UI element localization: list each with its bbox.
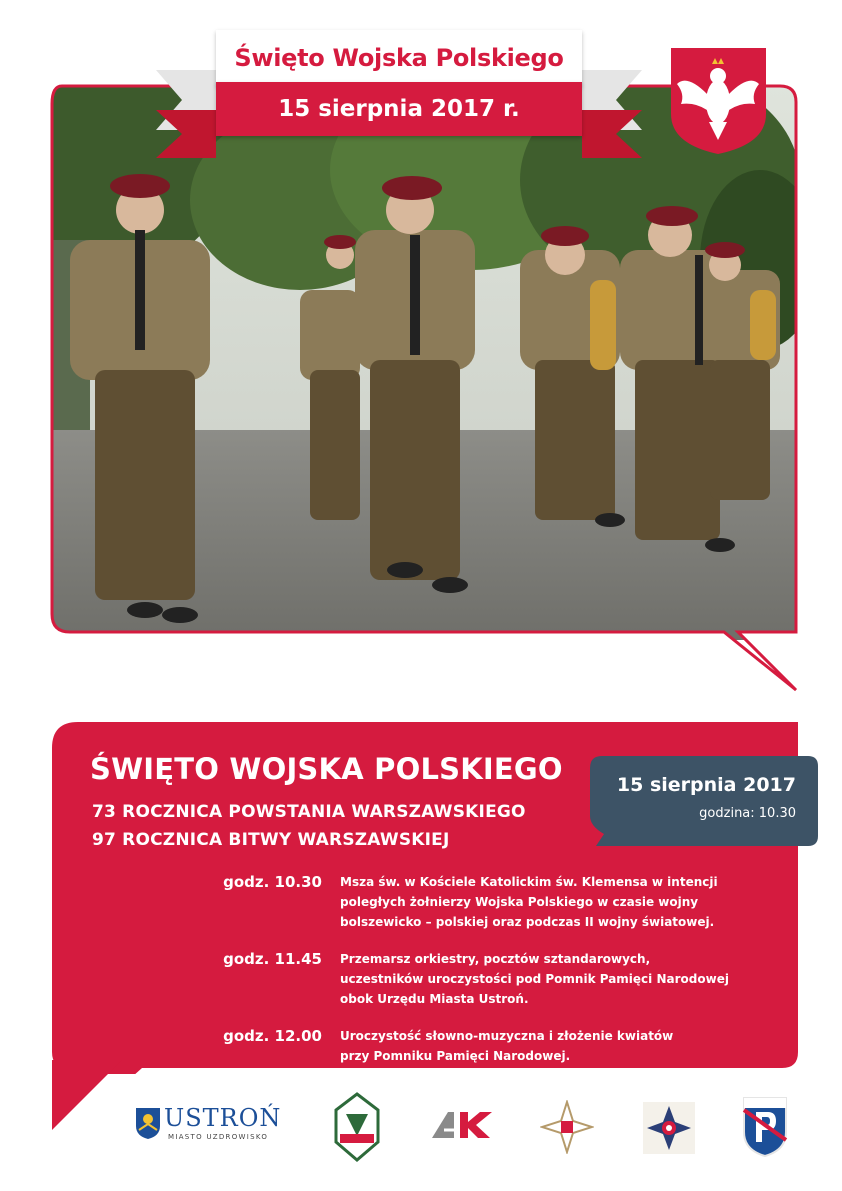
schedule-line: poległych żołnierzy Wojska Polskiego w czasie wojny	[340, 895, 699, 909]
cross-emblem-icon	[540, 1100, 594, 1154]
schedule-time: godz. 12.00	[223, 1027, 322, 1045]
schedule-line: przy Pomniku Pamięci Narodowej.	[340, 1049, 571, 1063]
schedule-description	[340, 949, 742, 1009]
schedule-list	[222, 872, 742, 1083]
ustron-crest-icon	[134, 1106, 162, 1140]
schedule-line: uczestników uroczystości pod Pomnik Pamięci Narodowej	[340, 972, 729, 986]
ustron-name: USTROŃ	[164, 1104, 282, 1132]
schedule-line: bolszewicko – polskiej oraz podczas II wojny światowej.	[340, 915, 715, 929]
ribbon-date-band	[216, 82, 582, 136]
przewrot-shield-logo	[742, 1096, 788, 1158]
program-subheading-1: 73 ROCZNICA POWSTANIA WARSZAWSKIEGO	[92, 802, 526, 822]
schedule-time: godz. 10.30	[223, 873, 322, 891]
schedule-item	[222, 872, 742, 932]
badge-hour: godzina: 10.30	[699, 806, 796, 821]
schedule-line: obok Urzędu Miasta Ustroń.	[340, 992, 529, 1006]
event-date: 15 sierpnia 2017 r.	[278, 96, 520, 122]
ak-logo	[430, 1110, 494, 1140]
date-badge	[590, 756, 820, 846]
schedule-time: godz. 11.45	[223, 950, 322, 968]
page-title: Święto Wojska Polskiego	[234, 44, 564, 72]
polish-eagle-icon	[667, 44, 770, 157]
virtuti-cross-icon	[643, 1102, 695, 1154]
schedule-line: Msza św. w Kościele Katolickim św. Klemensa w intencji	[340, 875, 718, 889]
schedule-description	[340, 1026, 742, 1066]
schedule-description	[340, 872, 742, 932]
schedule-item	[222, 1026, 742, 1066]
ribbon-title-band	[216, 30, 582, 86]
schedule-item	[222, 949, 742, 1009]
title-ribbon	[156, 30, 642, 160]
program-heading: ŚWIĘTO WOJSKA POLSKIEGO	[90, 752, 563, 786]
schedule-line: Uroczystość słowno-muzyczna i złożenie kwiatów	[340, 1029, 674, 1043]
zkrp-bwip-logo	[334, 1092, 380, 1162]
program-subheading-2: 97 ROCZNICA BITWY WARSZAWSKIEJ	[92, 830, 450, 850]
schedule-line: Przemarsz orkiestry, pocztów sztandarowych,	[340, 952, 651, 966]
sponsor-logos	[0, 1090, 842, 1170]
ustron-subtitle: MIASTO UZDROWISKO	[168, 1133, 269, 1141]
badge-date: 15 sierpnia 2017	[616, 774, 796, 796]
